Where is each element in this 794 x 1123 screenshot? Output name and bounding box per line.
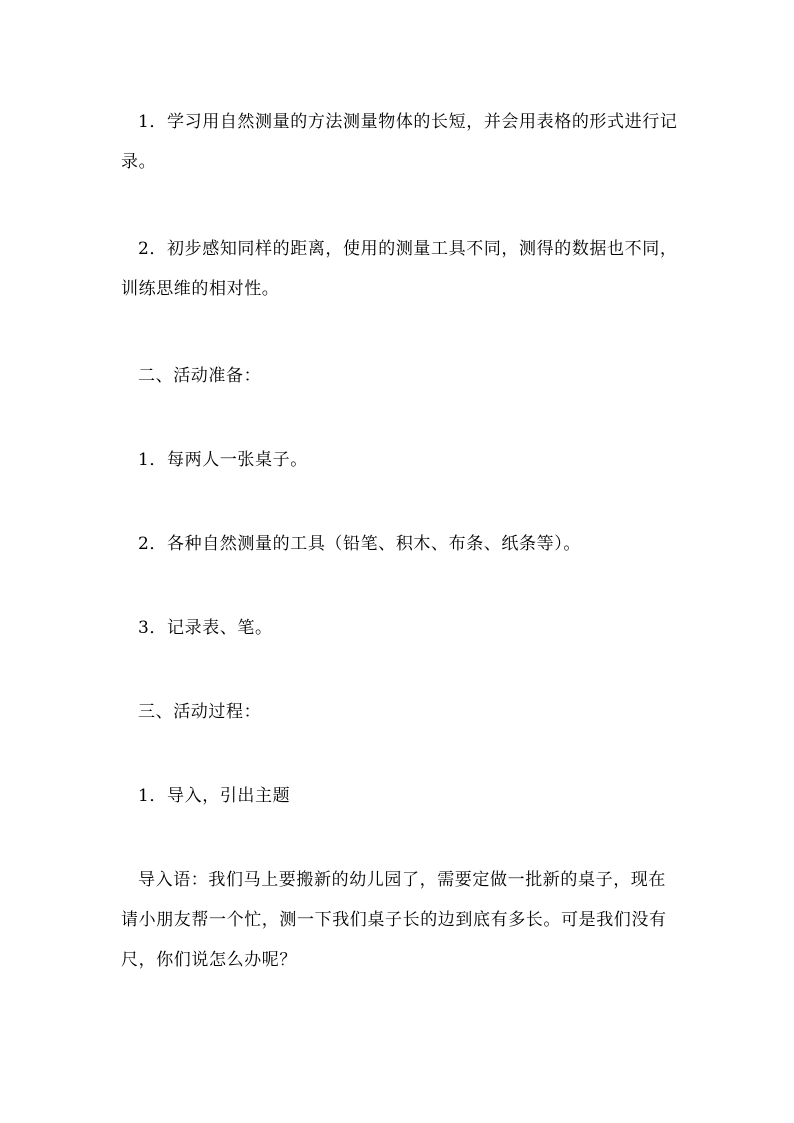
- section-heading-process: 三、活动过程：: [138, 702, 262, 722]
- paragraph-spacer: [121, 648, 681, 692]
- paragraph-spacer: [121, 816, 681, 860]
- paragraph-spacer: [121, 182, 681, 229]
- section-heading-preparation: 二、活动准备：: [138, 366, 262, 386]
- objective-1: 1．学习用自然测量的方法测量物体的长短，并会用表格的形式进行记录。: [121, 112, 678, 172]
- process-intro-speech: 导入语：我们马上要搬新的幼儿园了，需要定做一批新的桌子，现在请小朋友帮一个忙，测一下我们桌子长的边到底有多长。可是我们没有尺，你们说怎么办呢？: [121, 870, 667, 970]
- paragraph-spacer: [121, 396, 681, 440]
- paragraph-spacer: [121, 564, 681, 608]
- document-body: [121, 102, 681, 980]
- paragraph-spacer: [121, 480, 681, 524]
- preparation-item-1: 1．每两人一张桌子。: [138, 450, 308, 470]
- process-step-1-title: 1．导入，引出主题: [138, 786, 291, 806]
- preparation-item-3: 3．记录表、笔。: [138, 618, 273, 638]
- objective-2: 2．初步感知同样的距离，使用的测量工具不同，测得的数据也不同，训练思维的相对性。: [121, 239, 678, 299]
- paragraph-spacer: [121, 309, 681, 356]
- paragraph-spacer: [121, 732, 681, 776]
- preparation-item-2: 2．各种自然测量的工具（铅笔、积木、布条、纸条等）。: [138, 534, 581, 554]
